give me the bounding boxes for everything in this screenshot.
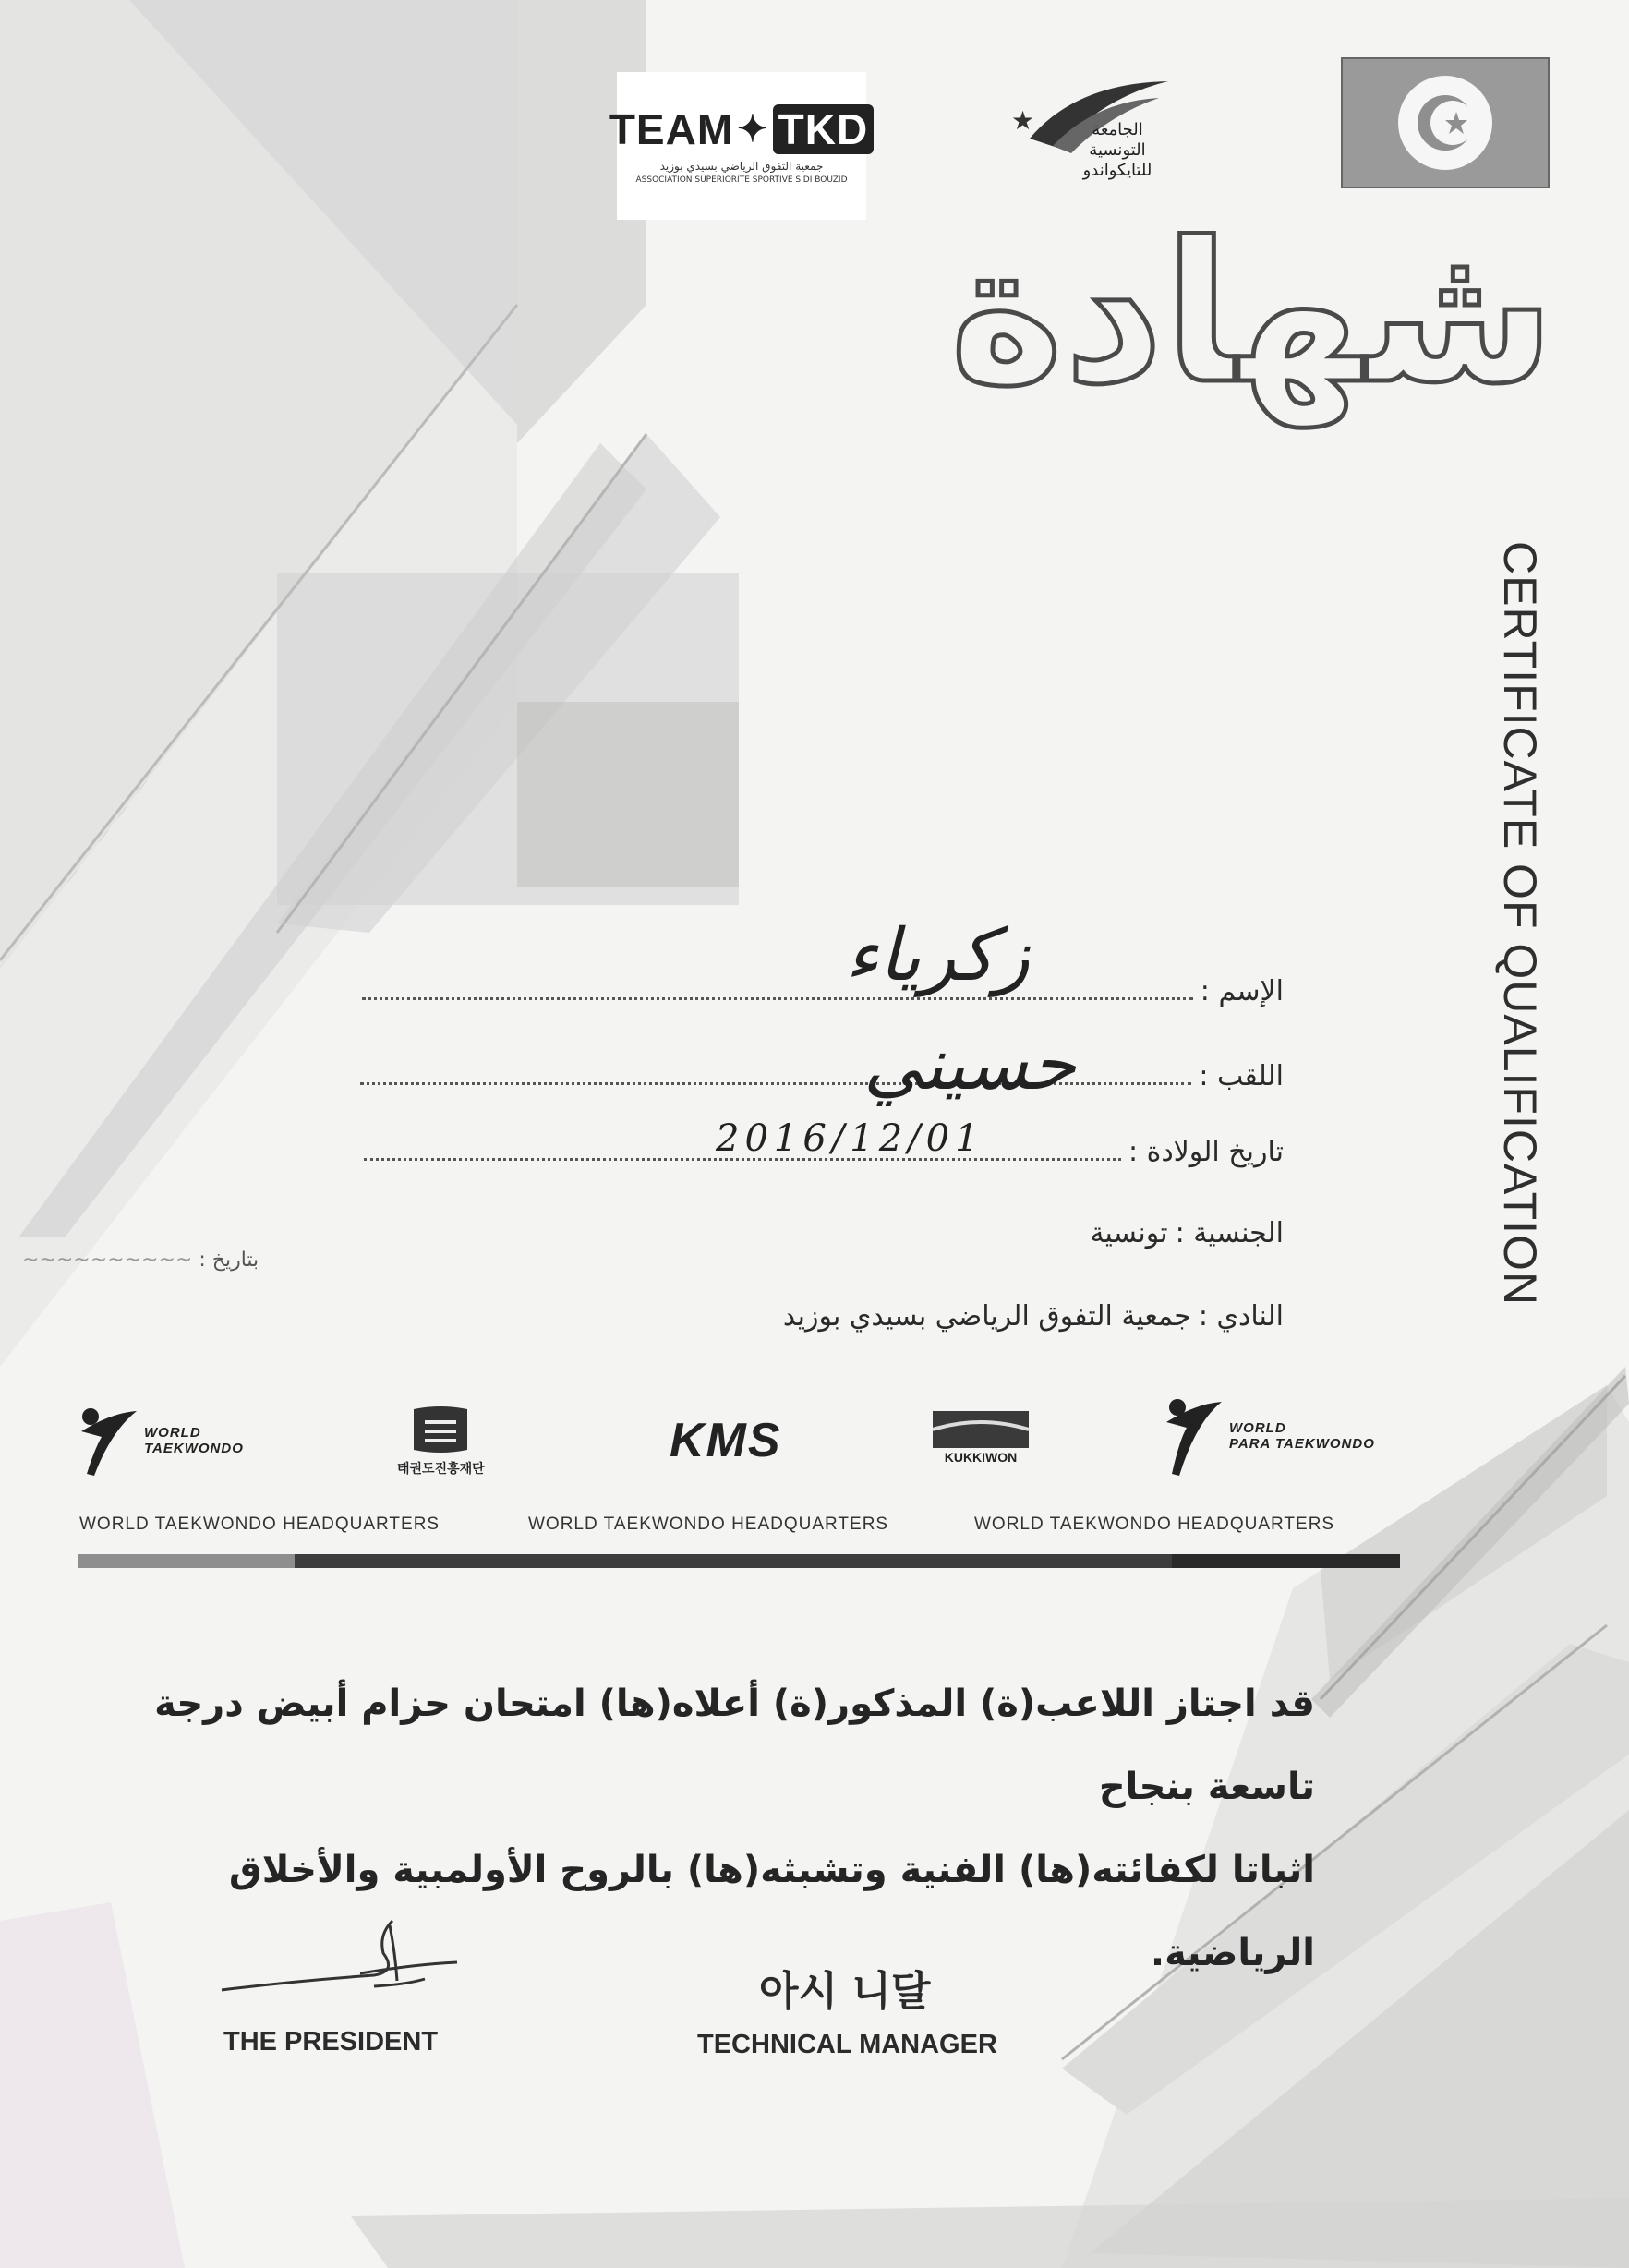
president-label: THE PRESIDENT <box>223 2027 439 2057</box>
certificate-title-en: CERTIFICATE OF QUALIFICATION <box>1494 540 1546 1307</box>
kukkiwon-name: KUKKIWON <box>944 1450 1018 1465</box>
field-name-line <box>362 995 1193 1000</box>
statement-line-1: قد اجتاز اللاعب(ة) المذكور(ة) أعلاه(ها) امتحان حزام أبيض درجة تاسعة بنجاح <box>154 1683 1315 1808</box>
headquarters-label: WORLD TAEKWONDO HEADQUARTERS <box>79 1514 440 1534</box>
tkd-word: TKD <box>773 104 875 154</box>
field-nationality-label: الجنسية : <box>1175 1217 1284 1249</box>
handwritten-birth-date: 2016/12/01 <box>716 1117 984 1160</box>
field-nationality-value: تونسية <box>1090 1217 1168 1249</box>
kicker-figure-icon: ✦ <box>737 109 769 150</box>
korean-org-emblem-icon <box>408 1404 473 1455</box>
korean-org-name: 태권도진흥재단 <box>397 1462 485 1477</box>
technical-manager-name: 아시 니달 <box>759 1968 931 2015</box>
handwritten-last-name: حسيني <box>863 1023 1076 1106</box>
field-name-label: الإسم : <box>1200 975 1284 1007</box>
technical-manager-label: TECHNICAL MANAGER <box>697 2030 997 2059</box>
field-club-label: النادي : <box>1198 1300 1284 1333</box>
headquarters-label: WORLD TAEKWONDO HEADQUARTERS <box>528 1514 889 1534</box>
team-word: TEAM <box>609 105 734 153</box>
field-club-value: جمعية التفوق الرياضي بسيدي بوزيد <box>782 1300 1191 1333</box>
kms-wordmark: KMS <box>670 1414 782 1467</box>
world-taekwondo-kicker-icon <box>74 1404 139 1478</box>
team-caption-ar: جمعية التفوق الرياضي بسيدي بوزيد <box>659 160 824 173</box>
wpt-line-1: WORLD <box>1229 1420 1286 1436</box>
certificate-title-en-wrap <box>1487 489 1553 1357</box>
team-tkd-wordmark <box>609 104 874 154</box>
wt-line-2: TAEKWONDO <box>144 1441 244 1456</box>
korean-org-logo <box>397 1404 485 1478</box>
svg-text:★: ★ <box>1011 105 1035 136</box>
field-birth-date-label: تاريخ الولادة : <box>1128 1136 1284 1168</box>
tunisia-flag-icon <box>1341 57 1550 188</box>
federation-logo <box>997 54 1182 201</box>
federation-line-3: للتايكواندو <box>1082 161 1152 180</box>
field-nationality <box>1090 1217 1284 1249</box>
field-surname <box>353 1060 1284 1092</box>
divider-band <box>78 1554 1400 1568</box>
kukkiwon-logo <box>933 1411 1029 1465</box>
field-club <box>783 1300 1284 1333</box>
kms-logo <box>670 1413 782 1468</box>
side-date-scribble: ~~~~~~~~~~ <box>22 1249 193 1272</box>
field-surname-label: اللقب : <box>1199 1060 1284 1092</box>
handwritten-first-name: زكرياء <box>845 914 1030 997</box>
world-para-taekwondo-logo <box>1159 1394 1375 1478</box>
president-signature <box>212 1916 462 2009</box>
wpt-line-2: PARA TAEKWONDO <box>1229 1436 1375 1452</box>
federation-line-2: التونسية <box>1089 140 1146 160</box>
federation-line-1: الجامعة <box>1092 120 1143 139</box>
crescent-star-icon <box>1408 86 1482 160</box>
world-taekwondo-logo <box>74 1404 244 1478</box>
team-caption-en: ASSOCIATION SUPERIORITE SPORTIVE SIDI BOUZID <box>635 175 848 185</box>
field-name <box>355 975 1284 1007</box>
side-date-label: بتاريخ : <box>199 1249 259 1272</box>
team-tkd-logo <box>609 72 869 220</box>
kukkiwon-emblem-icon <box>933 1411 1029 1448</box>
side-date <box>22 1249 259 1272</box>
wt-line-1: WORLD <box>144 1425 201 1441</box>
world-para-taekwondo-kicker-icon <box>1159 1394 1224 1478</box>
flag-emblem <box>1398 76 1492 170</box>
certificate-title-ar: شهادة <box>949 200 1555 427</box>
partner-logos <box>74 1394 1404 1496</box>
statement-line-2: اثباتا لكفائته(ها) الفنية وتشبثه(ها) بالروح الأولمبية والأخلاق الرياضية. <box>229 1849 1315 1974</box>
headquarters-label: WORLD TAEKWONDO HEADQUARTERS <box>974 1514 1335 1534</box>
